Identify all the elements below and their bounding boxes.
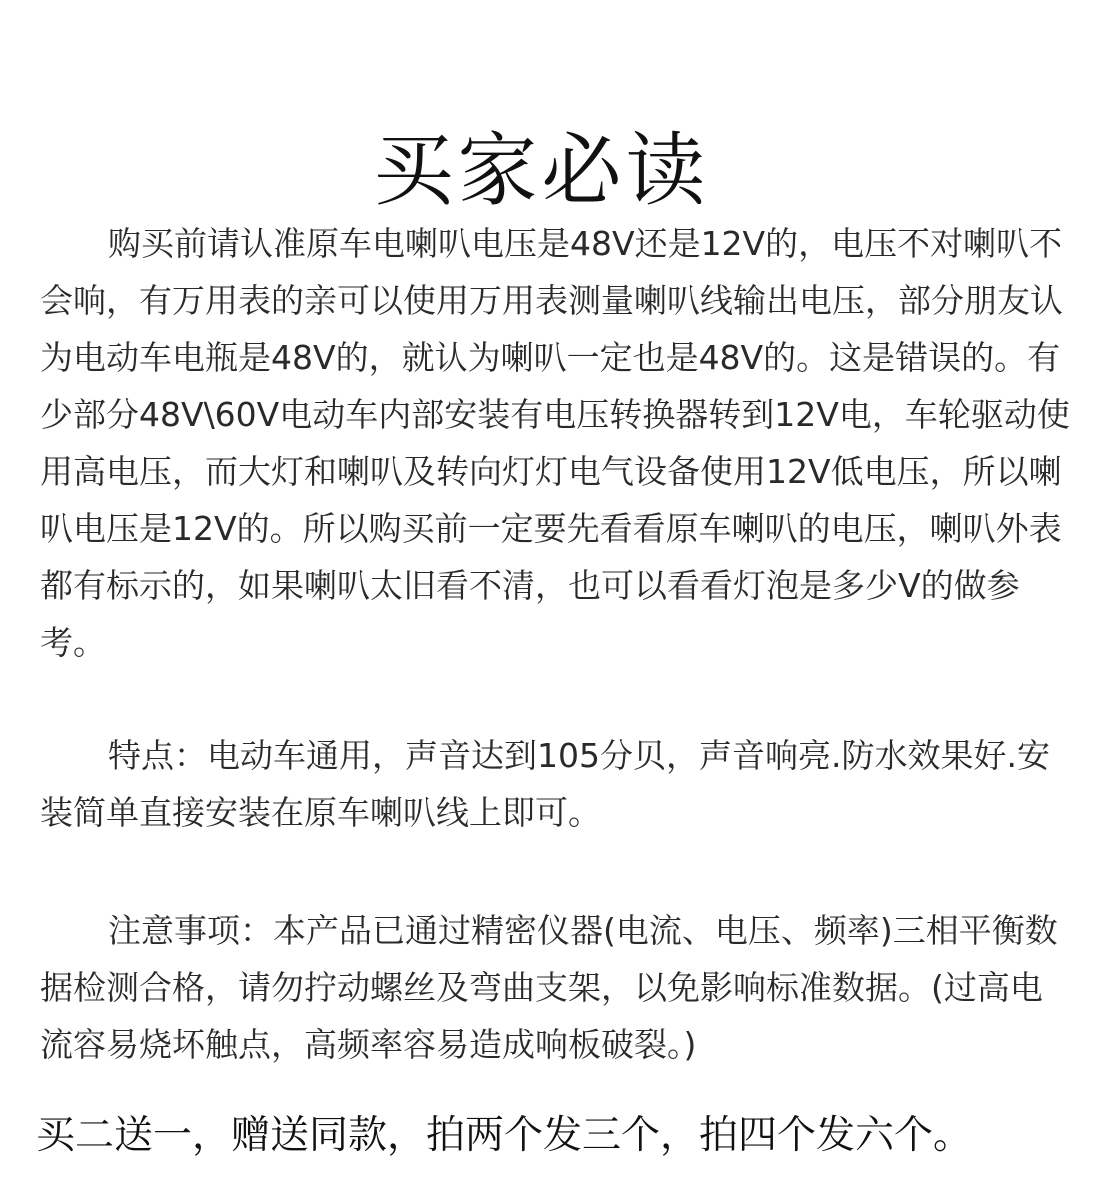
features-paragraph: 特点：电动车通用，声音达到105分贝，声音响亮.防水效果好.安装简单直接安装在原车喇叭线上即可。 bbox=[40, 736, 1050, 832]
voltage-notice-paragraph: 购买前请认准原车电喇叭电压是48V还是12V的，电压不对喇叭不会响，有万用表的亲可以使用万用表测量喇叭线输出电压，部分朋友认为电动车电瓶是48V的，就认为喇叭一定也是48V的。这是错误的。有少部分48V\60V电动车内部安装有电压转换器转到12V电，车轮驱动使用高电压，而大灯和喇叭及转向灯灯电气设备使用12V低电压，所以喇叭电压是12V的。所以购买前一定要先看看原车喇叭的电压，喇叭外表都有标示的，如果喇叭太旧看不清，也可以看看灯泡是多少V的做参考。 bbox=[40, 224, 1070, 662]
promotion-text: 买二送一，赠送同款，拍两个发三个，拍四个发六个。 bbox=[36, 1113, 973, 1158]
precautions-paragraph: 注意事项：本产品已通过精密仪器(电流、电压、频率)三相平衡数据检测合格，请勿拧动螺丝及弯曲支架，以免影响标准数据。(过高电流容易烧坏触点，高频率容易造成响板破裂。) bbox=[40, 911, 1058, 1064]
page-title: 买家必读 bbox=[373, 123, 710, 217]
